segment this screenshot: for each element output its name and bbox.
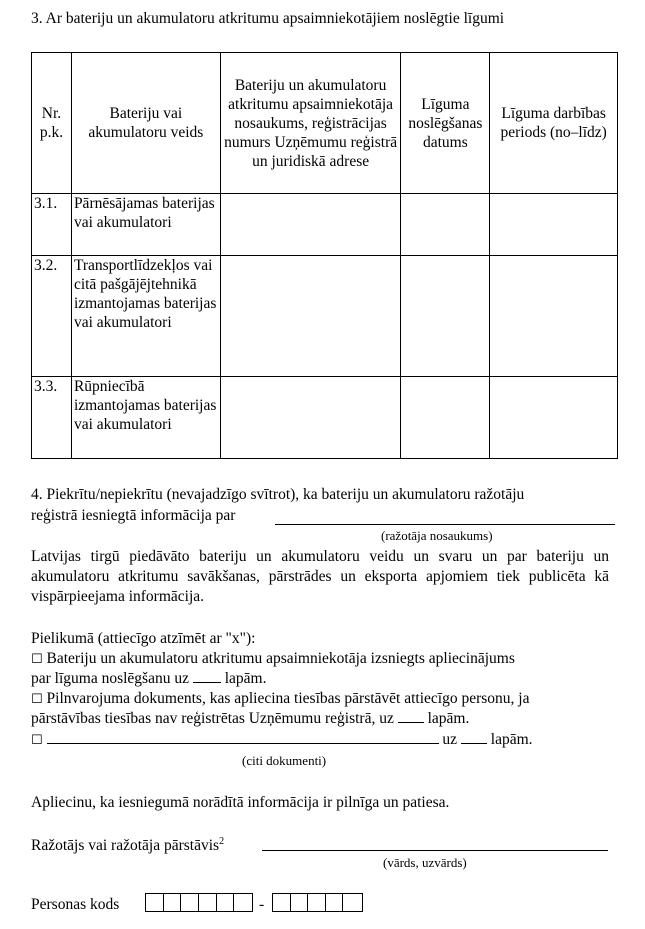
cell-contract-period[interactable] bbox=[490, 377, 618, 459]
cell-contract-date[interactable] bbox=[401, 194, 490, 256]
attachment-1-line1: Bateriju un akumulatoru atkritumu apsaimniekotāja izsniegts apliecinājums bbox=[46, 650, 515, 667]
footnote-marker: 2 bbox=[219, 836, 225, 847]
cell-operator[interactable] bbox=[220, 377, 401, 459]
attachment-1-pages-label: lapām. bbox=[224, 670, 267, 687]
header-battery-type: Bateriju vai akumulatoru veids bbox=[71, 53, 220, 194]
personal-code-part1[interactable] bbox=[145, 893, 253, 912]
checkbox-other-documents[interactable]: ☐ bbox=[31, 733, 43, 748]
section-3-heading: 3. Ar bateriju un akumulatoru atkritumu apsaimniekotājiem noslēgtie līgumi bbox=[31, 10, 505, 27]
attachment-3-uz: uz bbox=[442, 731, 458, 748]
cell-operator[interactable] bbox=[220, 194, 401, 256]
signature-caption: (vārds, uzvārds) bbox=[383, 855, 467, 870]
attachment-3-pages-field[interactable] bbox=[461, 731, 487, 744]
producer-name-caption: (ražotāja nosaukums) bbox=[381, 528, 493, 543]
header-operator: Bateriju un akumulatoru atkritumu apsaimniekotāja nosaukums, reģistrācijas numurs Uzņēmumu reģistrā un juridiskā adrese bbox=[220, 53, 401, 194]
checkbox-confirmation[interactable]: ☐ bbox=[31, 652, 43, 667]
row-battery-type: Rūpniecībā izmantojamas baterijas vai akumulatori bbox=[71, 377, 220, 459]
producer-name-field[interactable] bbox=[275, 524, 615, 525]
row-nr: 3.3. bbox=[32, 377, 72, 459]
section-4-line1: 4. Piekrītu/nepiekrītu (nevajadzīgo svītrot), ka bateriju un akumulatoru ražotāju bbox=[31, 486, 525, 503]
personal-code-part2[interactable] bbox=[272, 893, 363, 912]
table-row bbox=[32, 256, 618, 377]
certification-text: Apliecinu, ka iesniegumā norādītā informācija ir pilnīga un patiesa. bbox=[31, 794, 450, 811]
row-battery-type: Transportlīdzekļos vai citā pašgājējtehnikā izmantojamas baterijas vai akumulatori bbox=[71, 256, 220, 377]
personal-code-separator: - bbox=[259, 896, 265, 913]
checkbox-power-of-attorney[interactable]: ☐ bbox=[31, 692, 43, 707]
other-documents-caption: (citi dokumenti) bbox=[242, 753, 327, 768]
row-nr: 3.1. bbox=[32, 194, 72, 256]
other-documents-field[interactable] bbox=[47, 731, 439, 744]
attachment-1-pages-field[interactable] bbox=[193, 670, 221, 683]
attachment-2-pages-field[interactable] bbox=[398, 710, 424, 723]
header-contract-period: Līguma darbības periods (no–līdz) bbox=[490, 53, 618, 194]
table-row bbox=[32, 377, 618, 459]
cell-operator[interactable] bbox=[220, 256, 401, 377]
cell-contract-date[interactable] bbox=[401, 256, 490, 377]
attachment-2-line1: Pilnvarojuma dokuments, kas apliecina tiesības pārstāvēt attiecīgo personu, ja bbox=[46, 690, 530, 707]
contracts-table bbox=[31, 52, 618, 459]
header-nr: Nr. p.k. bbox=[32, 53, 72, 194]
section-4-paragraph: Latvijas tirgū piedāvāto bateriju un akumulatoru veidu un svaru un par bateriju un akumulatoru atkritumu savākšanas, pārstrādes un eksporta apjomiem tiek publicēta kā vispārpieejama informācija. bbox=[31, 548, 609, 605]
section-4-line2: reģistrā iesniegtā informācija par bbox=[31, 507, 236, 524]
cell-contract-period[interactable] bbox=[490, 194, 618, 256]
header-contract-date: Līguma noslēgšanas datums bbox=[401, 53, 490, 194]
table-row bbox=[32, 194, 618, 256]
attachment-3-pages-label: lapām. bbox=[490, 731, 533, 748]
personal-code-label: Personas kods bbox=[31, 896, 120, 913]
cell-contract-period[interactable] bbox=[490, 256, 618, 377]
cell-contract-date[interactable] bbox=[401, 377, 490, 459]
attachments-intro: Pielikumā (attiecīgo atzīmēt ar "x"): bbox=[31, 630, 256, 647]
attachment-2-line2: pārstāvības tiesības nav reģistrētas Uzņēmumu reģistrā, uz bbox=[31, 710, 394, 727]
row-battery-type: Pārnēsājamas baterijas vai akumulatori bbox=[71, 194, 220, 256]
attachment-2-pages-label: lapām. bbox=[427, 710, 470, 727]
signature-label: Ražotājs vai ražotāja pārstāvis bbox=[31, 837, 220, 855]
attachment-1-line2: par līguma noslēgšanu uz bbox=[31, 670, 189, 687]
signature-name-field[interactable] bbox=[262, 850, 608, 851]
row-nr: 3.2. bbox=[32, 256, 72, 377]
